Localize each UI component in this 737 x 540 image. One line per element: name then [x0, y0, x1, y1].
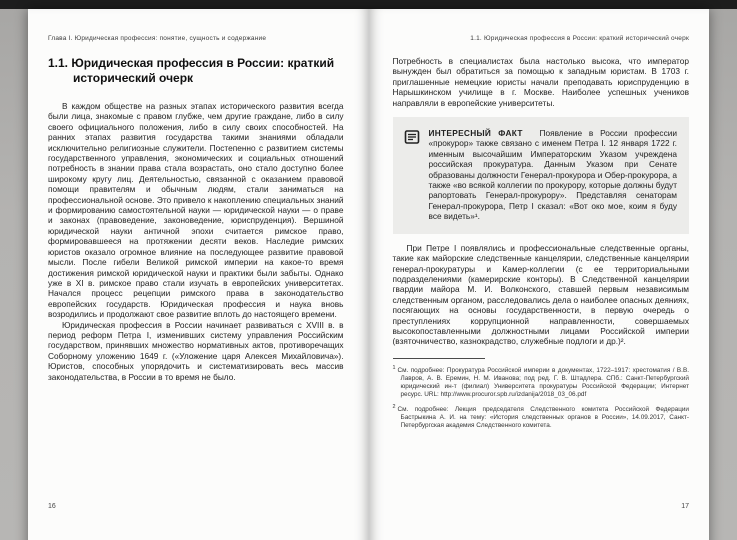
- footnote: [393, 403, 690, 431]
- body-paragraph: В каждом обществе на разных этапах исторического развития всегда были лица, знакомые с правом глубже, чем другие граждане, либо в силу своего официального положения, либо в силу своих способностей. На ранних этапах развития государства такими знаниями обладали исключительно религиозные служители. Постепенно с развитием системы государственного управления, экономических и социальных отношений потребность в знании права стала возрастать, оно стало доступно более широкому кругу лиц. Деятельностью, связанной с оказанием правовой помощи правителям и обычным людям, стали заниматься на профессиональной основе. Это привело к накоплению специальных знаний и формированию самостоятельной науки — юридической науки — о праве и законах (правоведение, законоведение, юриспруденция). Вершиной юридической науки античной эпохи считается римское право, формировавшееся на протяжении десяти веков. Наследие римских юристов оказало огромное влияние на последующее развитие правовой мысли. После гибели Великой римской империи на какое-то время достижения римской юридической науки и практики были забыты. Однако уже в XI в. римское право стали изучать в европейских университетах. Начался процесс рецепции римского права в законодательство европейских государств. Юридическая профессия и наука вновь возродились и продолжают свое развитие вплоть до настоящего времени.: [48, 101, 344, 320]
- footnote-text: См. подробнее: Прокуратура Российской империи в документах, 1722–1917: хрестоматия / В.В. Лавров, А. В. Еремин, Н. М. Иванова; под ред. Г. В. Штадлера. СПб.: Санкт-Петербургский юридический ин-т (филиал) Университета прокуратуры Российской Федерации; Интернет ресурс. URL: http://www.procuror.spb.ru/izdanija/2018_03_06.pdf: [397, 366, 689, 399]
- page-spread: [28, 9, 709, 540]
- fact-box-label: ИНТЕРЕСНЫЙ ФАКТ: [428, 128, 523, 139]
- top-edge-bar: [0, 0, 737, 9]
- body-paragraph: Потребность в специалистах была настолько высока, что император вынужден был обратиться за помощью к западным юристам. В 1703 г. приглашенные немецкие юристы начали преподавать юриспруденцию в Нарышкинском училище в г. Москве. Наиболее успешных учеников направляли в европейские университеты.: [392, 56, 689, 108]
- interesting-fact-box: [393, 117, 690, 234]
- footnote-number: 1: [392, 364, 396, 371]
- running-header-left: Глава I. Юридическая профессия: понятие, сущность и содержание: [48, 35, 267, 42]
- page-right: [369, 9, 710, 540]
- page-left: [28, 9, 369, 540]
- fact-box-text: Появление в России профессии «прокурор» также связано с именем Петра I. 12 января 1722 г. именным высочайшим Императорским Указом учреждена российская прокуратура. Данным Указом при Сенате образованы должности Генерал-прокурора и Обер-прокурора, а также «во всякой коллегии по прокурору, которые должны будут рапортовать Генерал-прокурору». Представляя сенаторам Генерал-прокурора, Петр I сказал: «Вот око мое, коим я буду все видеть»¹.: [428, 128, 677, 222]
- footnotes-block: [393, 358, 690, 431]
- running-header-right: 1.1. Юридическая профессия в России: краткий исторический очерк: [470, 35, 689, 42]
- footnote-separator: [393, 358, 485, 359]
- body-paragraph: Юридическая профессия в России начинает развиваться с XVIII в. в период реформ Петра I, изменивших систему управления Российским государством, принявших множество нормативных актов, противоречащих Соборному уложению 1649 г. («Уложение царя Алексея Михайловича»). Юристов, способных упорядочить и систематизировать весь массив законодательства, в России в то время не было.: [48, 319, 344, 382]
- footnote: [393, 364, 690, 400]
- footnote-text: См. подробнее: Лекция председателя Следственного комитета Российской Федерации Бастрыкина А. И. на тему: «История следственных органов в России», 14.09.2017, Санкт-Петербургская академия Следственного комитета.: [397, 405, 689, 430]
- footnote-number: 2: [392, 403, 396, 410]
- section-title: 1.1. Юридическая профессия в России: краткий исторический очерк: [48, 56, 335, 85]
- document-lines-icon: [404, 129, 420, 145]
- page-number-left: 16: [48, 503, 56, 510]
- page-number-right: 17: [681, 503, 689, 510]
- body-paragraph: При Петре I появлялись и профессиональные следственные органы, такие как майорские следственные канцелярии, следственные канцелярии генерал-прокуратуры и Камер-коллегии (с ее территориальными подразделениями (камерирские конторы). В Следственной канцелярии гвардии майора М. И. Волконского, ставшей первым независимым следственным органом, расследовались дела о наиболее опасных деяниях, посягающих на основы государственности, в первую очередь о преступлениях коррупционной направленности, совершаемых высокопоставленными должностными лицами Российской империи (взяточничество, казнокрадство, служебные подлоги и др.)².: [392, 242, 689, 347]
- fact-box-content: [429, 128, 678, 222]
